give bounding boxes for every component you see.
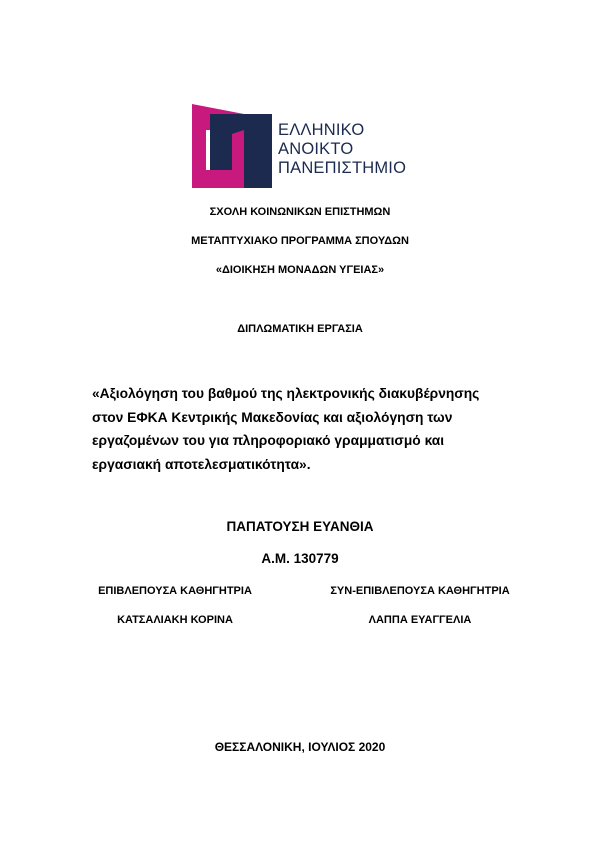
place-date: ΘΕΣΣΑΛΟΝΙΚΗ, ΙΟΥΛΙΟΣ 2020 <box>214 740 386 754</box>
logo-line-3: ΠΑΝΕΠΙΣΤΗΜΙΟ <box>278 159 407 177</box>
logo-line-2: ΑΝΟΙΚΤΟ <box>278 140 354 158</box>
logo-line-1: ΕΛΛΗΝΙΚΟ <box>278 121 365 139</box>
thesis-title-line-3: εργαζομένων του για πληροφοριακό γραμματισμό και <box>92 433 445 448</box>
thesis-title-line-1: «Αξιολόγηση του βαθμού της ηλεκτρονικής διακυβέρνησης <box>92 386 480 401</box>
author-name: ΠΑΠΑΤΟΥΣΗ ΕΥΑΝΘΙΑ <box>226 519 374 534</box>
thesis-title-line-4: εργασιακή αποτελεσματικότητα». <box>92 456 311 472</box>
co-supervisor-label: ΣΥΝ-ΕΠΙΒΛΕΠΟΥΣΑ ΚΑΘΗΓΗΤΡΙΑ <box>330 585 510 597</box>
supervisor-label: ΕΠΙΒΛΕΠΟΥΣΑ ΚΑΘΗΓΗΤΡΙΑ <box>98 585 252 597</box>
supervisor-name: ΚΑΤΣΑΛΙΑΚΗ ΚΟΡΙΝΑ <box>117 614 233 626</box>
school-name: ΣΧΟΛΗ ΚΟΙΝΩΝΙΚΩΝ ΕΠΙΣΤΗΜΩΝ <box>209 206 391 218</box>
program-heading: ΜΕΤΑΠΤΥΧΙΑΚΟ ΠΡΟΓΡΑΜΜΑ ΣΠΟΥΔΩΝ <box>191 235 409 247</box>
program-name: «ΔΙΟΙΚΗΣΗ ΜΟΝΑΔΩΝ ΥΓΕΙΑΣ» <box>215 264 385 276</box>
co-supervisor-name: ΛΑΠΠΑ ΕΥΑΓΓΕΛΙΑ <box>368 614 472 626</box>
thesis-title <box>92 382 522 476</box>
document-type: ΔΙΠΛΩΜΑΤΙΚΗ ΕΡΓΑΣΙΑ <box>237 323 363 335</box>
student-id: Α.Μ. 130779 <box>261 551 339 566</box>
logo-wordmark <box>278 121 406 178</box>
logo-inner-accent <box>232 130 244 170</box>
thesis-title-line-2: στον ΕΦΚΑ Κεντρικής Μακεδονίας και αξιολόγηση των <box>92 409 453 425</box>
